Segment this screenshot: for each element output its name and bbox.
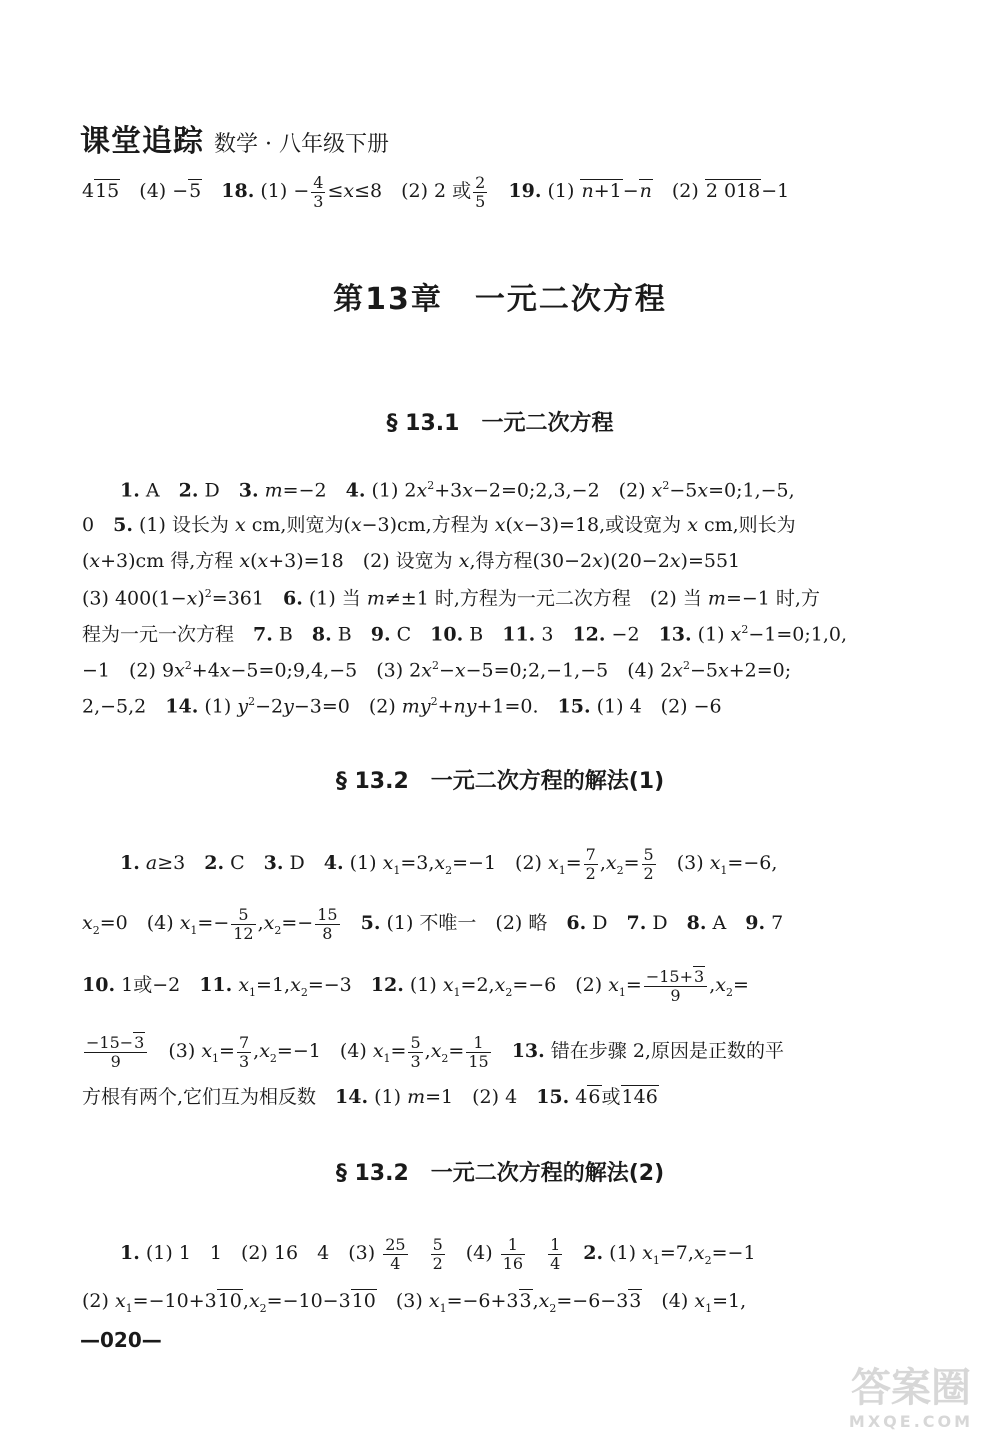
book-subject: 数学 · 八年级下册 — [214, 132, 389, 157]
answer-line: −1 (2) $9x^2+4x-5=0;9,4,-5$ (3) $2x^2-x-5=0;2,-1,-5$ (4) $2x^2-5x+2=0$; — [82, 659, 792, 682]
answer-line: 0 5. (1) 设长为 x cm,则宽为(x−3)cm,方程为 x(x−3)=18,或设宽为 x cm,则长为 — [82, 514, 796, 536]
section-title: § 13.2 一元二次方程的解法(1) — [335, 769, 665, 794]
answer-line: 10. 1或−2 11. $x_1=1,x_2=-3$ 12. (1) $x_1=2,x_2=-6$ (2) $x_1=$ $\frac{-15+3}{9}$ $,x_2=$ — [82, 967, 749, 1005]
page-header — [80, 116, 389, 159]
answer-line: 方根有两个,它们互为相反数 14. (1) m=1 (2) 4 15. 46或146 — [82, 1086, 658, 1108]
answer-line: (3) $400(1-x)^2=361$ 6. (1) 当 m≠±1 时,方程为一元二次方程 (2) 当 m=−1 时,方 — [82, 587, 820, 610]
site-watermark — [836, 1364, 986, 1444]
answer-line: 1. a≥3 2. C 3. D 4. (1) $x_1=3,x_2=-1$ (2) $x_1=$ $\frac{7}{2}$ $,x_2=$ $\frac{5}{2}$ (3) $x_1=-6$, — [120, 845, 778, 883]
page-number: —020— — [80, 1328, 162, 1352]
answer-line: (2) $x_1=-10+310,x_2=-10-310$ (3) $x_1=-6+33,x_2=-6-33$ (4) $x_1=1$, — [82, 1290, 747, 1315]
answer-line: 2,−5,2 14. (1) $y^2-2y-3=0$ (2) $my^2+ny+1=0$. 15. (1) 4 (2) −6 — [82, 695, 722, 718]
book-brand: 课堂追踪 — [80, 124, 204, 159]
section-title: § 13.2 一元二次方程的解法(2) — [335, 1161, 665, 1186]
answer-line: 1. (1) 1 1 (2) 16 4 (3) $\frac{25}{4}$ $\frac{5}{2}$ (4) $\frac{1}{16}$ $\frac{1}{4}$ 2. (1) $x_1=7,x_2=-1$ — [120, 1235, 756, 1273]
chapter-title: 第13章 一元二次方程 — [333, 282, 667, 317]
answer-line: $x_2=0$ (4) $x_1=-$ $\frac{5}{12}$ $,x_2=-$ $\frac{15}{8}$ 5. (1) 不唯一 (2) 略 6. D 7. D 8. A 9. 7 — [82, 905, 784, 943]
watermark-logo: 答案圈 — [851, 1365, 971, 1411]
watermark-url: MXQE.COM — [848, 1412, 974, 1431]
answer-line: 415 (4) −5 18. (1) − $\frac{4}{3}$ ≤x≤8 (2) 2 或 $\frac{2}{5}$ 19. (1) n+1−n (2) 2 018−1 — [82, 173, 790, 211]
answer-line: (x+3)cm 得,方程 x(x+3)=18 (2) 设宽为 x,得方程(30−2x)(20−2x)=551 — [82, 550, 741, 572]
answer-line: 1. A 2. D 3. m=−2 4. (1) $2x^2+3x-2=0;2,3,-2$ (2) $x^2-5x=0;1,-5$, — [120, 479, 795, 502]
answer-line: $\frac{-15-3}{9}$ (3) $x_1=$ $\frac{7}{3}$ $,x_2=-1$ (4) $x_1=$ $\frac{5}{3}$ $,x_2=$ $\frac{1}{15}$ 13. 错在步骤 2,原因是正数的平 — [86, 1033, 784, 1071]
section-title: § 13.1 一元二次方程 — [386, 411, 614, 436]
answer-line: 程为一元一次方程 7. B 8. B 9. C 10. B 11. 3 12. −2 13. (1) $x^2-1=0;1,0$, — [82, 623, 848, 646]
